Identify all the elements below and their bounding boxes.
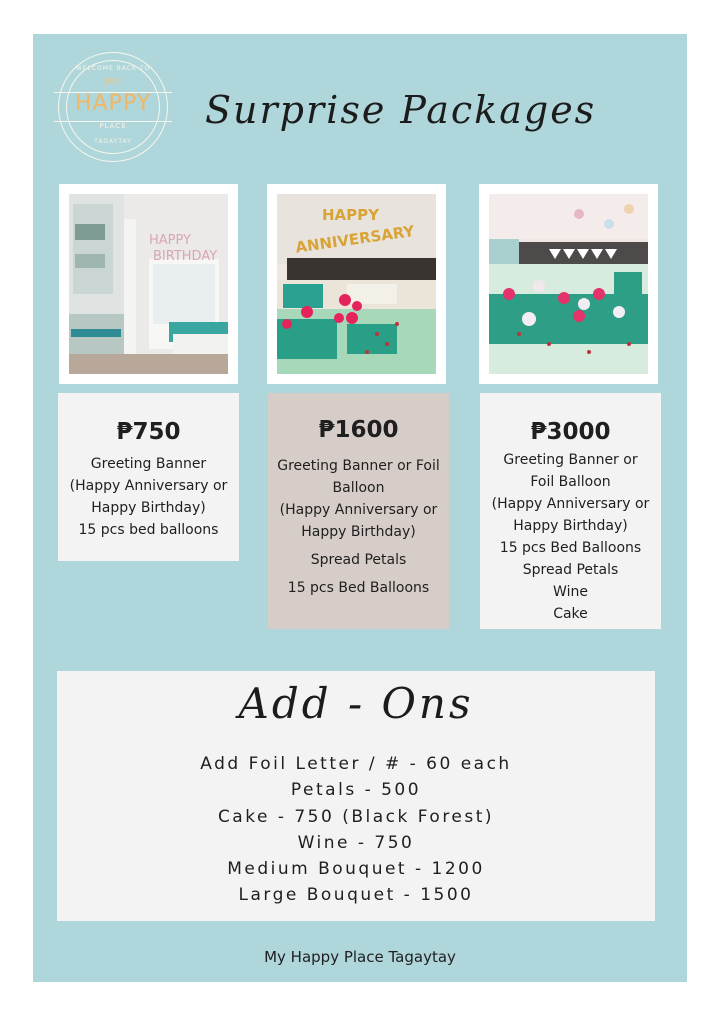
- package-price: ₱3000: [530, 419, 611, 445]
- package-card-1600: [268, 393, 449, 629]
- logo-top-text: WELCOME BACK TO: [75, 65, 151, 72]
- package-line: Greeting Banner: [90, 456, 207, 472]
- addon-item: Medium Bouquet - 1200: [227, 859, 485, 880]
- addon-item: Wine - 750: [297, 832, 415, 853]
- package-line: 15 pcs Bed Balloons: [287, 580, 430, 596]
- package-line: Greeting Banner or Foil: [277, 458, 440, 474]
- addons-list: [57, 751, 655, 909]
- addons-section: [57, 671, 655, 921]
- brand-logo: [58, 52, 168, 162]
- package-card-3000: [480, 393, 661, 629]
- package-line: Greeting Banner or: [503, 452, 638, 468]
- package-price: ₱750: [116, 419, 181, 445]
- addon-item: Large Bouquet - 1500: [238, 885, 474, 906]
- package-line: (Happy Anniversary or: [279, 502, 438, 518]
- anniversary-room-image: [277, 194, 436, 374]
- package-line: Happy Birthday): [91, 500, 206, 516]
- balloon-room-image: [489, 194, 648, 374]
- package-line: Balloon: [332, 480, 385, 496]
- logo-bottom-text: TAGAYTAY: [94, 138, 132, 145]
- logo-place: PLACE: [99, 122, 127, 130]
- package-price: ₱1600: [318, 417, 399, 443]
- addons-title: Add - Ons: [238, 679, 474, 728]
- package-line: 15 pcs bed balloons: [78, 522, 219, 538]
- package-line: (Happy Anniversary or: [491, 496, 650, 512]
- svg-text:ANNIVERSARY: ANNIVERSARY: [294, 222, 416, 257]
- page-title: Surprise Packages: [205, 88, 597, 132]
- addon-item: Cake - 750 (Black Forest): [217, 806, 495, 827]
- package-line: Wine: [553, 584, 588, 600]
- package-line: Spread Petals: [310, 552, 407, 568]
- logo-happy: HAPPY: [74, 91, 152, 116]
- package-card-750: [58, 393, 239, 561]
- package-line: (Happy Anniversary or: [69, 478, 228, 494]
- footer-brand: My Happy Place Tagaytay: [264, 948, 456, 966]
- package-photo-1: [59, 184, 238, 384]
- logo-my: MY: [104, 77, 122, 88]
- birthday-room-image: [69, 194, 228, 374]
- package-line: Cake: [553, 606, 588, 622]
- package-photo-2: [267, 184, 446, 384]
- package-line: Happy Birthday): [513, 518, 628, 534]
- package-line: 15 pcs Bed Balloons: [499, 540, 642, 556]
- package-photo-3: [479, 184, 658, 384]
- svg-text:BIRTHDAY: BIRTHDAY: [153, 249, 218, 264]
- addon-item: Add Foil Letter / # - 60 each: [200, 754, 512, 774]
- svg-text:HAPPY: HAPPY: [149, 233, 192, 248]
- package-line: Spread Petals: [522, 562, 619, 578]
- package-line: Happy Birthday): [301, 524, 416, 540]
- svg-text:HAPPY: HAPPY: [322, 206, 380, 224]
- package-line: Foil Balloon: [530, 474, 611, 490]
- addon-item: Petals - 500: [290, 780, 422, 801]
